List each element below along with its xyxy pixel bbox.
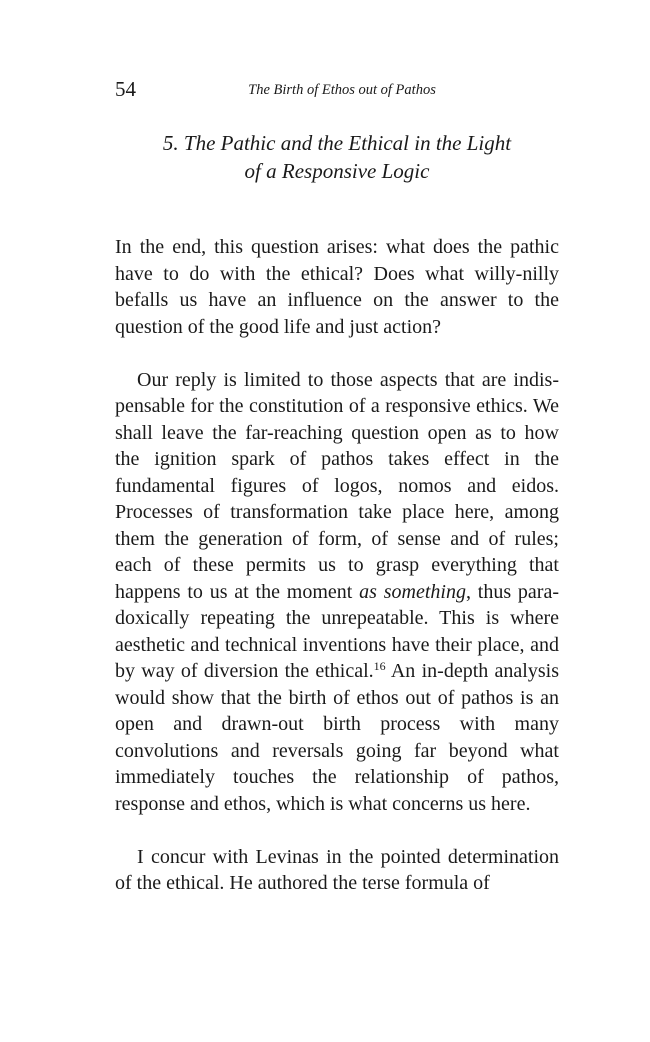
section-title bbox=[115, 129, 559, 185]
paragraph-2-text-b: , thus paradoxically repeating the unrepeatable. This is where aesthetic and technical inventions have their place, and by way of diversion the ethical. bbox=[115, 580, 559, 682]
paragraph-2-text-a: Our reply is limited to those aspects that are indispensable for the constitution of a responsive ethics. We shall leave the far-reaching question open as to how the ignition spark of pathos takes effect in the fundamental figures of logos, nomos and eidos. Processes of transformation take place here, among them the generation of form, of sense and of rules; each of these permits us to grasp everything that happens to us at the moment bbox=[115, 368, 559, 603]
emphasis-as-something: as something bbox=[359, 580, 466, 603]
footnote-reference-16[interactable]: 16 bbox=[373, 659, 386, 673]
page-number: 54 bbox=[115, 77, 136, 101]
page-header bbox=[115, 74, 559, 104]
running-head: The Birth of Ethos out of Pathos bbox=[248, 82, 436, 98]
section-title-line-2: of a Responsive Logic bbox=[244, 159, 430, 183]
paragraph-3: I concur with Levinas in the pointed determination of the ethical. He authored the terse formula of bbox=[115, 845, 559, 894]
paragraph-2 bbox=[115, 367, 559, 818]
paragraph-2-text-c: An in-depth analysis would show that the birth of ethos out of pathos is an open and drawn-out birth process with many convolutions and reversals going far beyond what immediately touches the relationship of pathos, response and ethos, which is what concerns us here. bbox=[115, 660, 559, 815]
paragraph-1: In the end, this question arises: what does the pathic have to do with the ethical? Does what willy-nilly befalls us have an influence on the answer to the question of the good life and just action? bbox=[115, 236, 559, 338]
body-text bbox=[115, 234, 559, 897]
section-title-line-1: 5. The Pathic and the Ethical in the Light bbox=[162, 131, 512, 155]
